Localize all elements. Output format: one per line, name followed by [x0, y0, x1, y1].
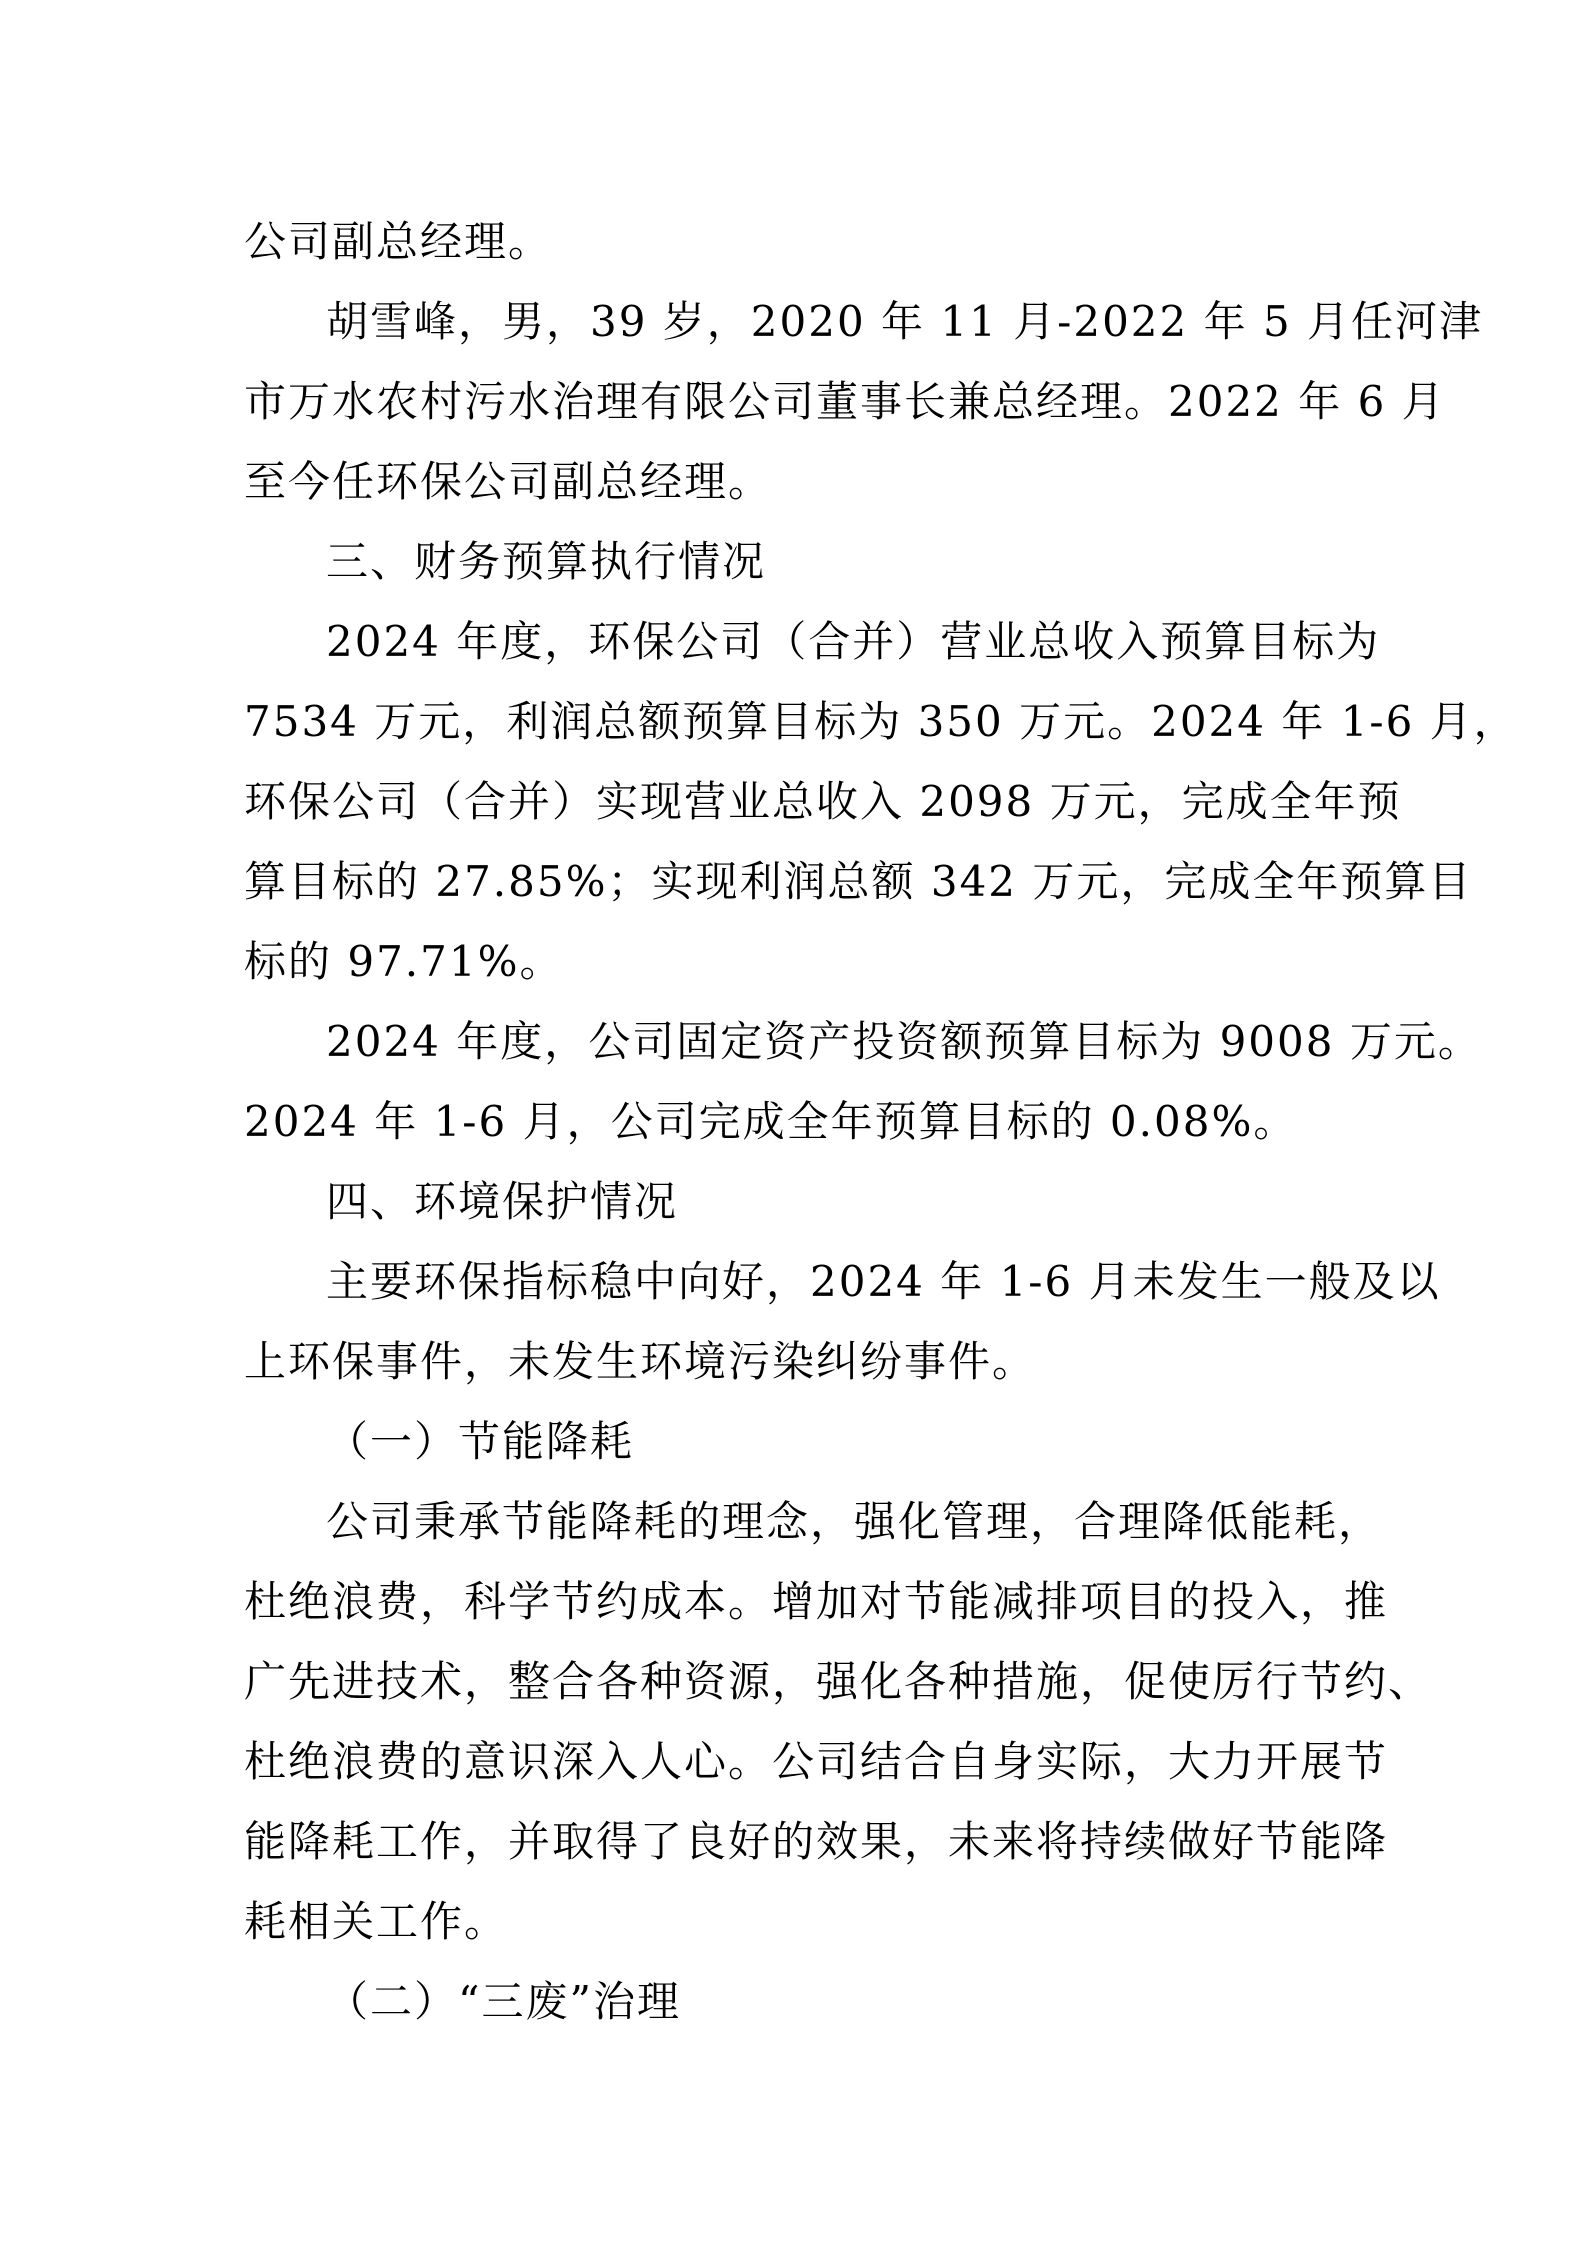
- text-line: 能降耗工作，并取得了良好的效果，未来将持续做好节能降: [244, 1817, 1389, 1866]
- text-line: 2024 年 1-6 月，公司完成全年预算目标的 0.08%。: [244, 1097, 1298, 1146]
- text-line: 广先进技术，整合各种资源，强化各种措施，促使厉行节约、: [244, 1657, 1433, 1706]
- text-line: 环保公司（合并）实现营业总收入 2098 万元，完成全年预: [244, 777, 1402, 826]
- text-line: 公司秉承节能降耗的理念，强化管理，合理降低能耗，: [326, 1497, 1383, 1546]
- text-line: 耗相关工作。: [244, 1897, 509, 1946]
- text-line: 市万水农村污水治理有限公司董事长兼总经理。2022 年 6 月: [244, 377, 1446, 426]
- text-line: 胡雪峰，男，39 岁，2020 年 11 月-2022 年 5 月任河津: [326, 297, 1484, 346]
- text-line: 至今任环保公司副总经理。: [244, 457, 773, 506]
- text-line: 上环保事件，未发生环境污染纠纷事件。: [244, 1337, 1037, 1386]
- text-line: 7534 万元，利润总额预算目标为 350 万元。2024 年 1-6 月，: [244, 697, 1518, 746]
- text-line: 杜绝浪费，科学节约成本。增加对节能减排项目的投入，推: [244, 1577, 1389, 1626]
- subsection-heading: （一）节能降耗: [326, 1417, 635, 1466]
- text-line: 杜绝浪费的意识深入人心。公司结合自身实际，大力开展节: [244, 1737, 1389, 1786]
- text-line: 主要环保指标稳中向好，2024 年 1-6 月未发生一般及以: [326, 1257, 1441, 1306]
- text-line: 2024 年度，公司固定资产投资额预算目标为 9008 万元。: [326, 1017, 1482, 1066]
- text-line: 2024 年度，环保公司（合并）营业总收入预算目标为: [326, 617, 1381, 666]
- section-heading: 四、环境保护情况: [326, 1177, 679, 1226]
- section-heading: 三、财务预算执行情况: [326, 537, 767, 586]
- subsection-heading: （二）“三废”治理: [326, 1977, 681, 2026]
- text-line: 公司副总经理。: [244, 217, 553, 266]
- text-line: 标的 97.71%。: [244, 937, 564, 986]
- text-line: 算目标的 27.85%；实现利润总额 342 万元，完成全年预算目: [244, 857, 1473, 906]
